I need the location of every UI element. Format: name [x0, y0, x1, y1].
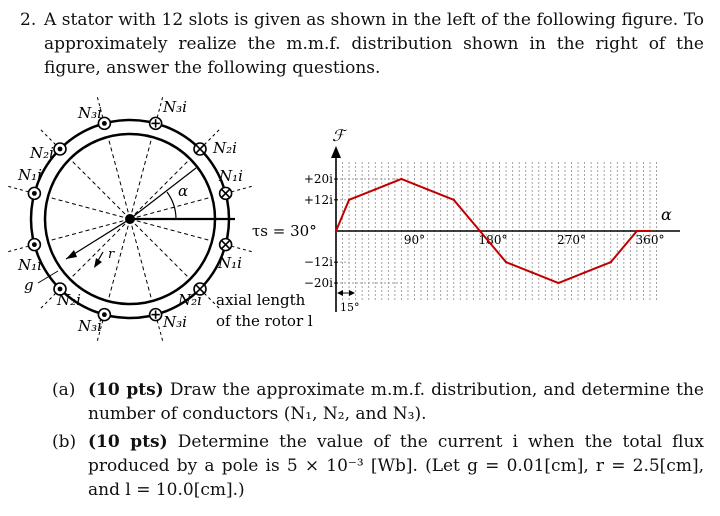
- label-axial-length-1: axial length: [216, 291, 306, 309]
- part-b-label: (b): [52, 432, 77, 452]
- y-tick-label: −20i: [303, 276, 333, 290]
- y-axis-symbol: ℱ: [332, 126, 345, 145]
- radial-line: [71, 219, 130, 278]
- part-a-label: (a): [52, 380, 76, 400]
- label-n3-bottom-left: N₃i: [78, 317, 102, 335]
- y-tick-label: +12i: [303, 192, 333, 207]
- stator-diagram: [6, 95, 316, 342]
- part-b-points: (10 pts): [88, 432, 168, 452]
- radial-line: [108, 138, 130, 219]
- mmf-data-point: [374, 188, 376, 190]
- label-n2-upper-left: N₂i: [30, 144, 54, 162]
- label-alpha: α: [178, 182, 189, 200]
- step-arrow-head: [337, 290, 343, 296]
- mmf-data-point: [479, 230, 481, 232]
- radial-line: [49, 197, 130, 219]
- label-tau: τs = 30°: [252, 222, 317, 240]
- current-out-dot: [58, 147, 63, 152]
- alpha-arc: [167, 192, 176, 219]
- mmf-data-point: [335, 230, 337, 232]
- x-tick-label: 90°: [403, 233, 426, 247]
- mmf-data-point: [348, 199, 350, 201]
- label-axial-length-2: of the rotor l: [216, 312, 313, 330]
- mmf-data-point: [505, 261, 507, 263]
- label-n3-bottom-right: N₃i: [163, 313, 187, 331]
- label-g: g: [24, 276, 34, 294]
- radial-line: [130, 197, 211, 219]
- label-n1-right-lower: N₁i: [218, 254, 242, 272]
- part-a-points: (10 pts): [88, 380, 164, 400]
- radial-line: [71, 160, 130, 219]
- x-tick-label: 360°: [635, 233, 665, 247]
- current-out-dot: [32, 242, 37, 247]
- mmf-data-point: [400, 178, 402, 180]
- mmf-data-point: [636, 230, 638, 232]
- mmf-data-point: [453, 199, 455, 201]
- y-axis-arrow: [331, 146, 341, 158]
- mmf-data-point: [583, 271, 585, 273]
- part-a-text: Draw the approximate m.m.f. distribution, and determine the number of conductors (N₁, N₂, and N₃).: [88, 380, 704, 424]
- mmf-data-point: [557, 282, 559, 284]
- y-tick-label: −12i: [303, 255, 333, 270]
- x-tick-label: 180°: [478, 233, 508, 247]
- label-n2-lower-right: N₂i: [178, 291, 202, 309]
- gap-arrow-1-head: [94, 258, 102, 268]
- y-tick-label: +20i: [303, 172, 333, 186]
- mmf-data-point: [610, 261, 612, 263]
- radius-arrow-head: [66, 250, 77, 259]
- sub-questions: [52, 378, 704, 506]
- current-out-dot: [32, 191, 37, 196]
- label-n1-left-lower: N₁i: [18, 256, 42, 274]
- label-n1-left-upper: N₁i: [18, 166, 42, 184]
- part-a: [52, 378, 704, 426]
- mmf-data-point: [531, 271, 533, 273]
- problem-number: 2.: [20, 10, 37, 30]
- current-out-dot: [102, 312, 107, 317]
- radial-line: [130, 138, 152, 219]
- radial-line: [130, 219, 189, 278]
- part-b: [52, 430, 704, 502]
- radial-line: [49, 219, 130, 241]
- x-tick-label: 270°: [557, 233, 586, 247]
- radial-line: [130, 219, 211, 241]
- mmf-data-point: [426, 188, 428, 190]
- label-n2-lower-left: N₂i: [57, 291, 81, 309]
- stator-labels: [17, 98, 317, 335]
- x-axis-symbol: α: [661, 205, 672, 224]
- problem-text: A stator with 12 slots is given as shown in the left of the following figure. To approximately realize the m.m.f. distribution shown in the right of the figure, answer the following questions.: [44, 10, 704, 78]
- mmf-plot: [304, 126, 680, 314]
- radial-line: [130, 219, 152, 300]
- current-out-dot: [102, 121, 107, 126]
- label-n3-top-right: N₃i: [163, 98, 187, 116]
- label-n1-right-upper: N₁i: [219, 167, 243, 185]
- label-r: r: [108, 247, 115, 262]
- part-b-text: Determine the value of the current i when the total flux produced by a pole is 5 × 10⁻³ [Wb]. (Let g = 0.01[cm], r = 2.5[cm], and l = 10.0[cm].): [88, 432, 704, 500]
- label-n3-top-left: N₃i: [78, 104, 102, 122]
- mmf-data-point: [649, 230, 651, 232]
- label-n2-upper-right: N₂i: [213, 139, 237, 157]
- step-arrow-head-2: [349, 290, 355, 296]
- step-label: 15°: [340, 301, 360, 314]
